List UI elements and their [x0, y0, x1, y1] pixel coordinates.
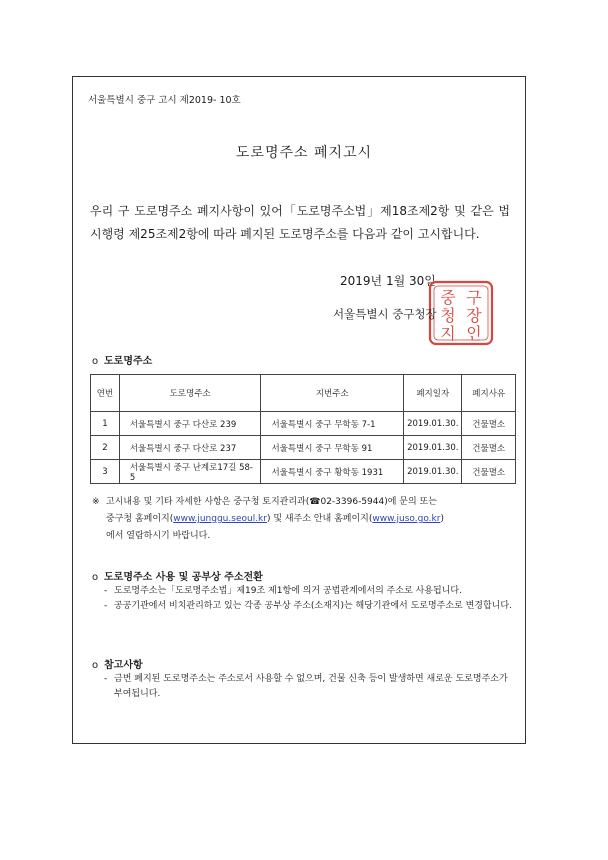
section-heading-label: 도로명주소 사용 및 공부상 주소전환: [104, 572, 263, 583]
cell-abolish-reason: 건물멸소: [462, 460, 516, 484]
list-item-text: 금번 폐지된 도로명주소는 주소로서 사용할 수 없으며, 건물 신축 등이 발생하면 새로운 도로명주소가 부여됩니다.: [114, 674, 508, 699]
reference-list: [104, 672, 514, 702]
inquiry-note: [92, 494, 512, 545]
column-header: 폐지일자: [404, 375, 462, 412]
seal-glyph: 중: [440, 288, 456, 307]
list-item-text: 공공기관에서 비치관리하고 있는 각종 공부상 주소(소재지)는 해당기관에서 도로명주소로 변경합니다.: [114, 601, 512, 611]
note-text: ): [440, 514, 444, 524]
cell-abolish-reason: 건물멸소: [462, 412, 516, 436]
seal-glyph: 청: [440, 306, 456, 325]
abolished-address-table: [90, 374, 516, 484]
bullet-icon: o: [92, 660, 99, 671]
junggu-homepage-link[interactable]: www.junggu.seoul.kr: [173, 514, 267, 524]
note-line: 에서 열람하시기 바랍니다.: [106, 531, 211, 541]
table-header-row: [91, 375, 516, 412]
column-header: 지번주소: [261, 375, 404, 412]
note-line: [92, 511, 512, 528]
cell-abolish-reason: 건물멸소: [462, 436, 516, 460]
document-title: 도로명주소 폐지고시: [235, 145, 373, 161]
issuer-name: 서울특별시 중구청장: [333, 307, 437, 321]
column-header: 연번: [91, 375, 120, 412]
note-text: ) 및 새주소 안내 홈페이지(: [266, 514, 373, 524]
cell-lot-address: 서울특별시 중구 무학동 91: [261, 436, 404, 460]
list-item-text: 도로명주소는「도로명주소법」제19조 제1항에 의거 공법관계에서의 주소로 사용됩니다.: [114, 586, 462, 596]
notice-date: 2019년 1월 30일: [340, 274, 436, 288]
notice-number: 서울특별시 중구 고시 제2019- 10호: [88, 95, 241, 106]
cell-lot-address: 서울특별시 중구 무학동 7-1: [261, 412, 404, 436]
seal-glyph: 인: [466, 324, 482, 343]
notice-body-text: 우리 구 도로명주소 폐지사항이 있어「도로명주소법」제18조제2항 및 같은 법 시행령 제25조제2항에 따라 폐지된 도로명주소를 다음과 같이 고시합니다.: [90, 204, 510, 241]
seal-glyphs: [440, 288, 482, 343]
cell-road-address: 서울특별시 중구 난계로17길 58-5: [119, 460, 261, 484]
seal-glyph: 장: [466, 306, 482, 325]
section-heading-roadname: [92, 352, 152, 367]
table-row: [91, 436, 516, 460]
cell-abolish-date: 2019.01.30.: [404, 412, 462, 436]
cell-road-address: 서울특별시 중구 다산로 239: [119, 412, 261, 436]
official-seal-stamp: [428, 280, 494, 346]
bullet-icon: o: [92, 356, 99, 367]
section-heading-label: 도로명주소: [104, 356, 153, 367]
table-row: [91, 460, 516, 484]
section-heading-usage: [92, 568, 263, 583]
seal-glyph: 지: [440, 324, 456, 343]
cell-lot-address: 서울특별시 중구 황학동 1931: [261, 460, 404, 484]
note-line: 고시내용 및 기타 자세한 사항은 중구청 토지관리과(☎02-3396-5944)에 문의 또는: [106, 497, 437, 507]
list-item: - 도로명주소는「도로명주소법」제19조 제1항에 의거 공법관계에서의 주소로 사용됩니다.: [104, 586, 462, 596]
reference-mark-icon: ※: [92, 497, 100, 507]
cell-abolish-date: 2019.01.30.: [404, 460, 462, 484]
note-text: 중구청 홈페이지(: [106, 514, 174, 524]
bullet-icon: o: [92, 572, 99, 583]
cell-road-address: 서울특별시 중구 다산로 237: [119, 436, 261, 460]
column-header: 폐지사유: [462, 375, 516, 412]
cell-serial: 1: [91, 412, 120, 436]
column-header: 도로명주소: [119, 375, 261, 412]
juso-homepage-link[interactable]: www.juso.go.kr: [372, 514, 441, 524]
section-heading-reference: [92, 656, 143, 671]
section-heading-label: 참고사항: [104, 660, 143, 671]
cell-abolish-date: 2019.01.30.: [404, 436, 462, 460]
seal-glyph: 구: [466, 288, 482, 307]
usage-list: [104, 584, 514, 614]
table-row: [91, 412, 516, 436]
cell-serial: 2: [91, 436, 120, 460]
list-item: - 공공기관에서 비치관리하고 있는 각종 공부상 주소(소재지)는 해당기관에서 도로명주소로 변경합니다.: [104, 601, 512, 611]
list-item: - 금번 폐지된 도로명주소는 주소로서 사용할 수 없으며, 건물 신축 등이 발생하면 새로운 도로명주소가 부여됩니다.: [104, 674, 508, 699]
cell-serial: 3: [91, 460, 120, 484]
